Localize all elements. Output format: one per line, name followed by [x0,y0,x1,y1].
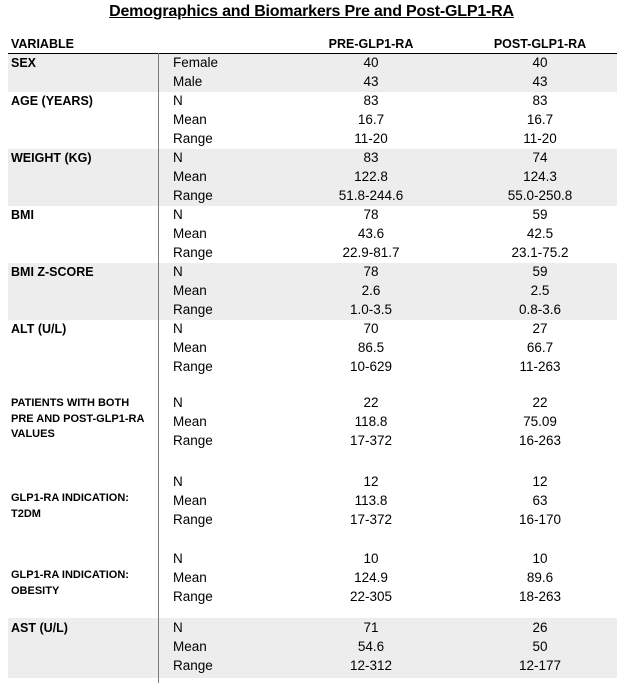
post-value: 59 [532,207,548,222]
group-ast [8,618,617,678]
table-title: Demographics and Biomarkers Pre and Post-GLP1-RA [109,3,514,20]
table-row [8,168,617,187]
variable-label: AGE (YEARS) [11,94,93,108]
post-value: 2.5 [530,283,550,298]
table-row [8,358,617,377]
group-weight [8,149,617,206]
variable-label-line: PRE AND POST-GLP1-RA [11,412,145,425]
post-value: 66.7 [526,340,554,355]
table-row [8,130,617,149]
stat-label: N [173,321,183,336]
stat-label: Mean [173,226,207,241]
pre-value: 124.9 [354,570,388,585]
pre-value: 54.6 [357,639,385,654]
post-value: 22 [532,395,548,410]
post-value: 0.8-3.6 [518,302,562,317]
post-value: 10 [532,551,548,566]
column-divider [158,53,159,683]
stat-label: Range [173,302,213,317]
pre-value: 10 [363,551,379,566]
stat-label: Mean [173,639,207,654]
table-row [8,339,617,358]
pre-value: 22-305 [349,589,393,604]
pre-value: 118.8 [354,414,388,429]
pre-value: 122.8 [354,169,388,184]
variable-label: ALT (U/L) [11,322,67,336]
group-indication-obesity [8,550,617,618]
variable-label-line: GLP1-RA INDICATION: [11,492,129,504]
stat-label: N [173,395,183,410]
header-variable: VARIABLE [11,37,74,51]
post-value: 27 [532,321,548,336]
pre-value: 71 [363,620,379,635]
group-indication-t2dm [8,473,617,550]
table-row [8,492,617,511]
pre-value: 17-372 [349,433,393,448]
post-value: 43 [532,74,548,89]
table-row [8,432,617,451]
post-value: 18-263 [518,589,562,604]
post-value: 42.5 [526,226,554,241]
stat-label: Male [173,74,203,89]
group-age [8,92,617,149]
pre-value: 17-372 [349,512,393,527]
pre-value: 12 [363,474,379,489]
table-row [8,92,617,111]
group-sex [8,54,617,92]
pre-value: 22.9-81.7 [342,245,400,260]
table-row [8,550,617,569]
table-row [8,394,617,413]
pre-value: 22 [363,395,379,410]
table-row [8,187,617,206]
variable-label-line: VALUES [11,428,55,440]
pre-value: 70 [363,321,379,336]
variable-label-line: OBESITY [11,584,60,597]
pre-value: 51.8-244.6 [338,188,404,203]
stat-label: Range [173,433,213,448]
post-value: 11-20 [523,131,557,146]
stat-label: Mean [173,570,207,585]
post-value: 11-263 [519,359,561,374]
header-pre: PRE-GLP1-RA [328,37,414,51]
table-row [8,473,617,492]
stat-label: N [173,93,183,108]
variable-label-line: GLP1-RA INDICATION: [11,569,129,581]
variable-label-line: T2DM [11,507,41,520]
post-value: 124.3 [523,169,557,184]
post-value: 59 [532,264,548,279]
table-row [8,225,617,244]
post-value: 75.09 [523,414,557,429]
demographics-table [8,36,617,678]
post-value: 12-177 [518,658,562,673]
post-value: 16.7 [526,112,554,127]
pre-value: 43.6 [357,226,385,241]
post-value: 55.0-250.8 [507,188,573,203]
table-row [8,282,617,301]
table-row [8,73,617,92]
group-patients-with-both [8,397,617,473]
pre-value: 2.6 [361,283,381,298]
group-alt [8,320,617,397]
stat-label: Range [173,245,213,260]
table-row [8,657,617,676]
stat-label: Mean [173,169,207,184]
table-header-row [8,36,617,54]
pre-value: 10-629 [349,359,393,374]
stat-label: N [173,620,183,635]
pre-value: 43 [363,74,379,89]
post-value: 63 [532,493,548,508]
post-value: 16-170 [518,512,562,527]
table-row [8,206,617,225]
table-row [8,54,617,73]
pre-value: 78 [363,207,379,222]
stat-label: Mean [173,340,207,355]
stat-label: N [173,474,183,489]
group-bmi-z-score [8,263,617,320]
table-row [8,244,617,263]
post-value: 12 [532,474,548,489]
stat-label: Mean [173,112,207,127]
post-value: 23.1-75.2 [511,245,569,260]
variable-label: AST (U/L) [11,621,68,635]
pre-value: 12-312 [349,658,393,673]
table-row [8,588,617,607]
table-row [8,619,617,638]
pre-value: 1.0-3.5 [349,302,393,317]
variable-label: BMI Z-SCORE [11,265,94,279]
table-row [8,511,617,530]
stat-label: Range [173,589,213,604]
pre-value: 83 [363,93,379,108]
table-row [8,569,617,588]
stat-label: N [173,207,183,222]
stat-label: Female [173,55,219,70]
table-row [8,149,617,168]
stat-label: Range [173,359,213,374]
table-row [8,111,617,130]
stat-label: Mean [173,283,207,298]
post-value: 74 [532,150,548,165]
variable-label-line: PATIENTS WITH BOTH [11,397,130,409]
stat-label: Range [173,658,213,673]
stat-label: Range [173,512,213,527]
stat-label: Range [173,131,213,146]
pre-value: 16.7 [357,112,385,127]
variable-label: BMI [11,208,34,222]
variable-label: WEIGHT (KG) [11,151,92,165]
stat-label: N [173,150,183,165]
post-value: 26 [532,620,548,635]
pre-value: 40 [363,55,379,70]
pre-value: 78 [363,264,379,279]
post-value: 89.6 [526,570,554,585]
pre-value: 86.5 [357,340,385,355]
table-row [8,413,617,432]
table-row [8,320,617,339]
header-post: POST-GLP1-RA [493,37,587,51]
post-value: 16-263 [518,433,562,448]
table-row [8,301,617,320]
table-row [8,638,617,657]
variable-label: SEX [11,56,37,70]
post-value: 83 [532,93,548,108]
stat-label: Mean [173,493,207,508]
stat-label: Mean [173,414,207,429]
pre-value: 11-20 [354,131,388,146]
group-bmi [8,206,617,263]
table-row [8,263,617,282]
post-value: 40 [532,55,548,70]
stat-label: N [173,551,183,566]
stat-label: N [173,264,183,279]
stat-label: Range [173,188,213,203]
post-value: 50 [532,639,548,654]
pre-value: 83 [363,150,379,165]
pre-value: 113.8 [354,493,388,508]
